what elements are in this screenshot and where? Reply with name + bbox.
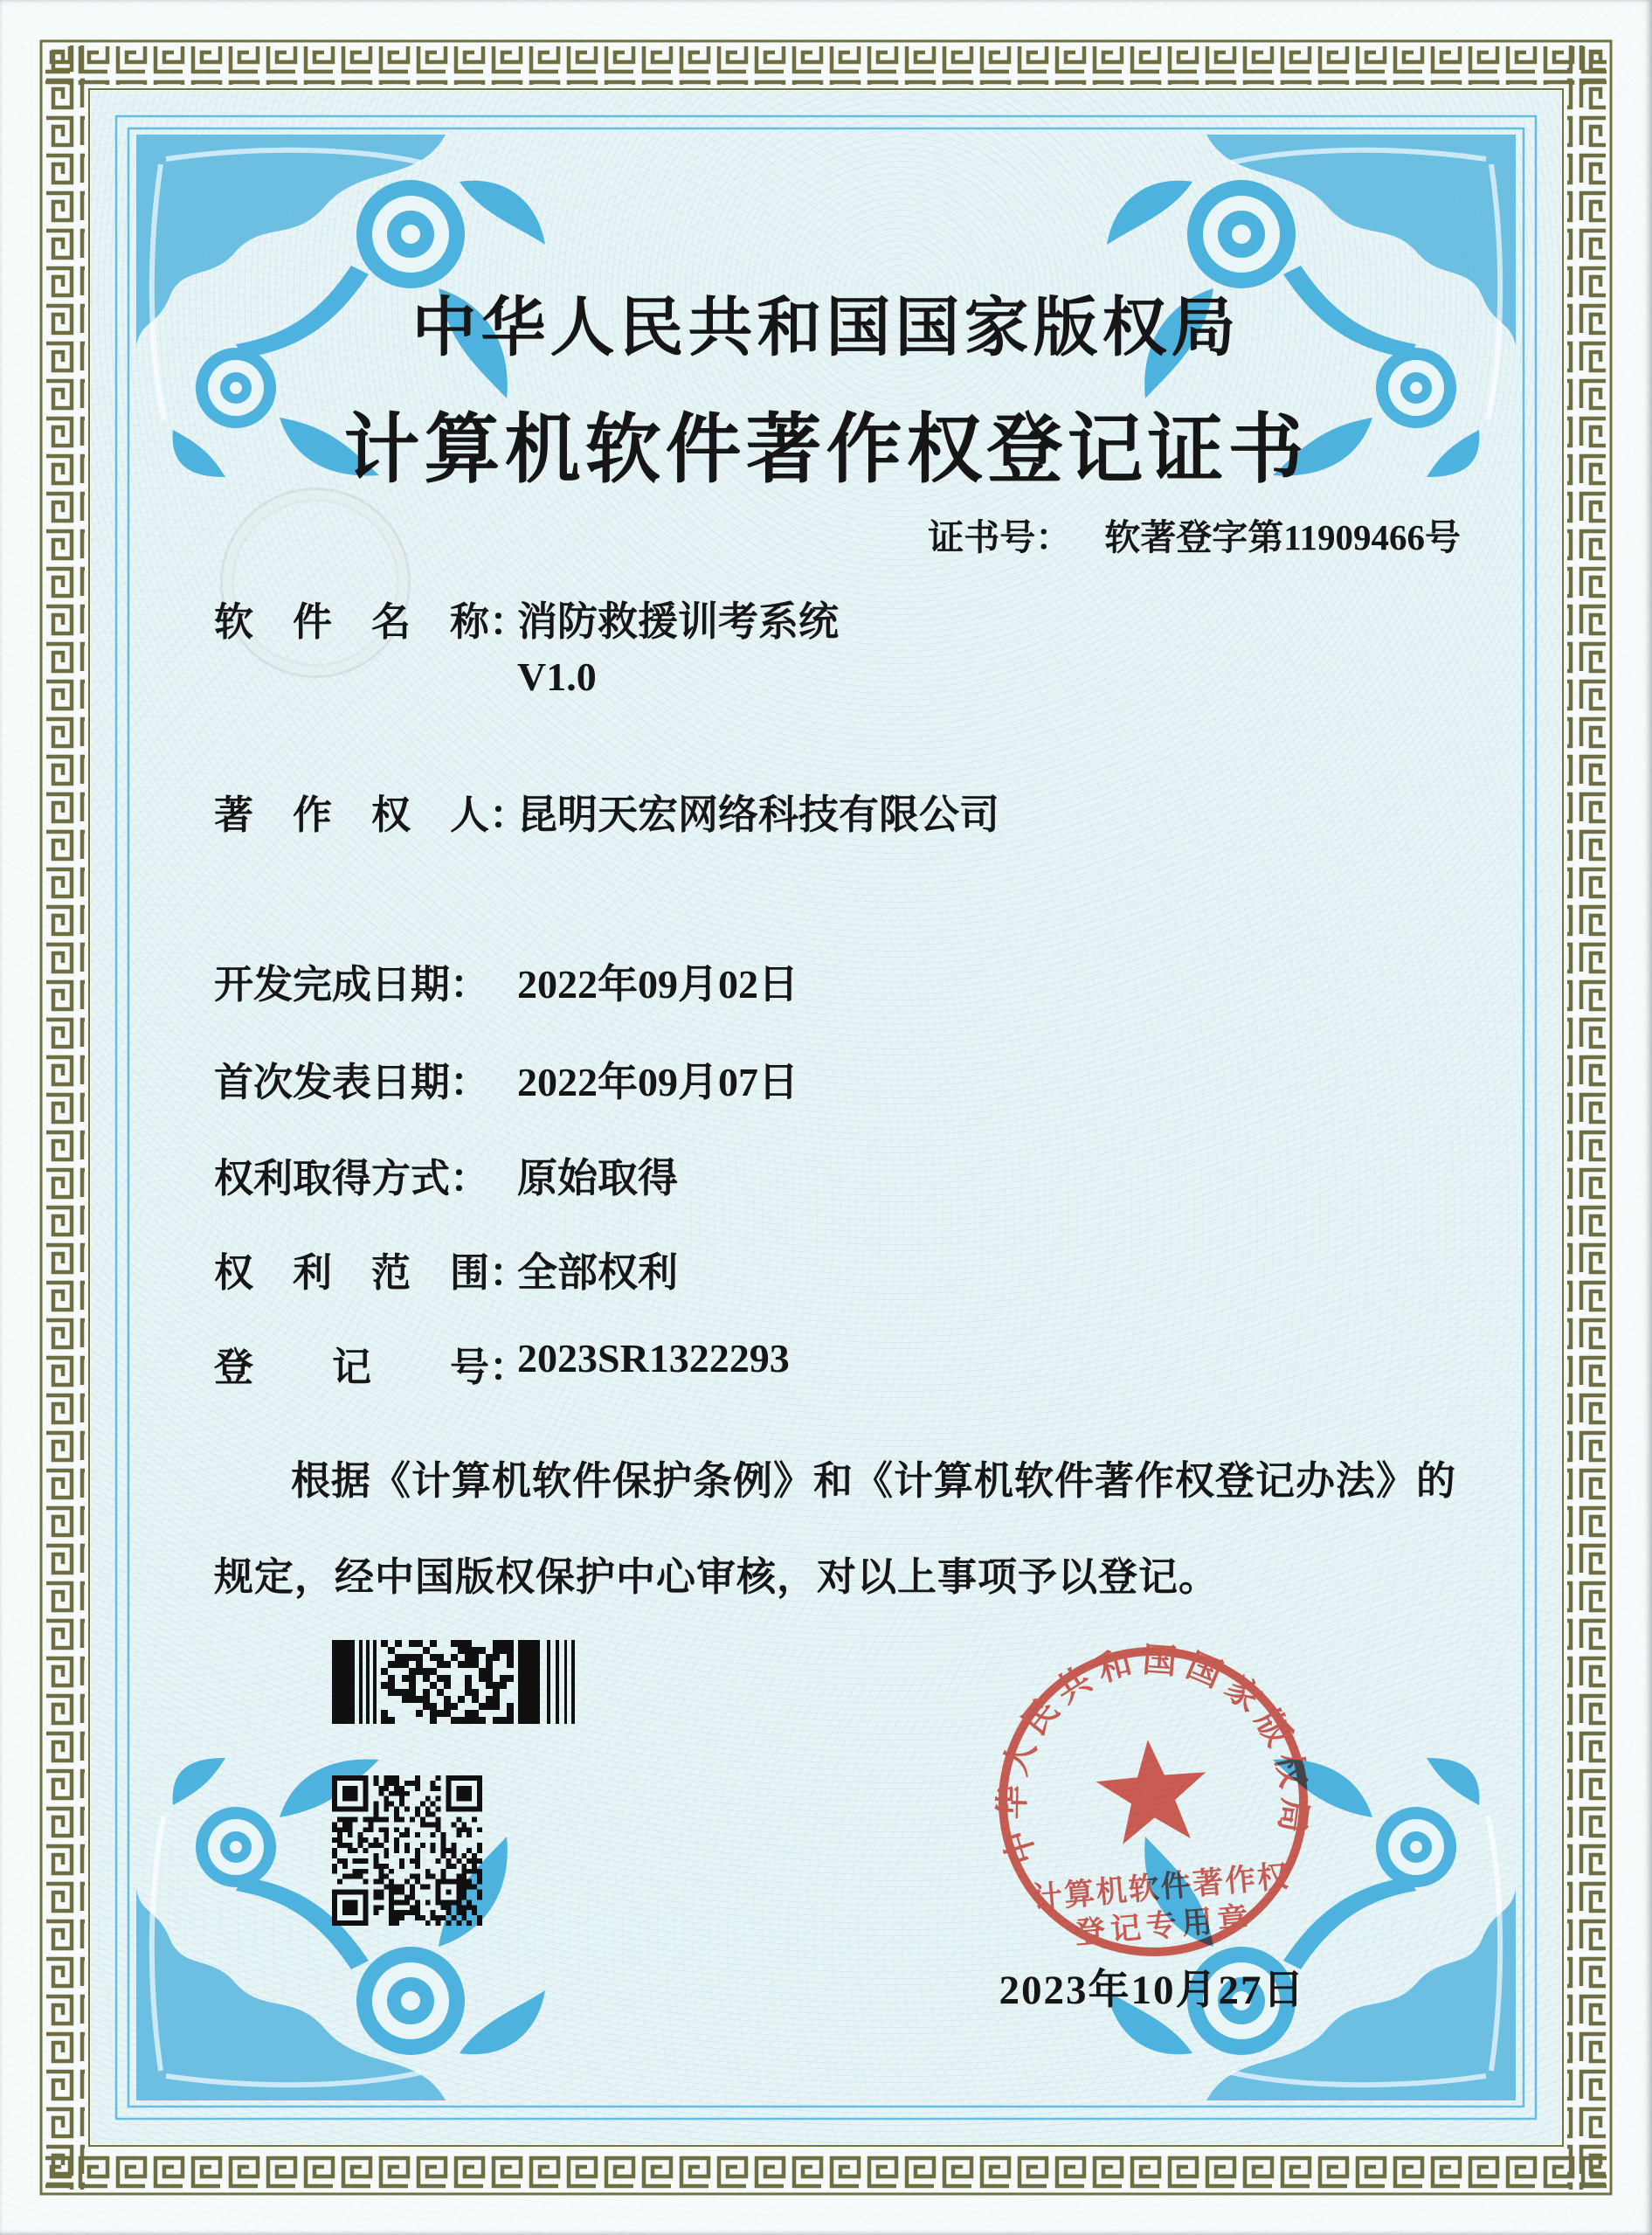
embossed-seal-watermark <box>220 488 411 678</box>
copyright-owner-value: 昆明天宏网络科技有限公司 <box>517 792 999 837</box>
rights-acquire-label: 权利取得方式： <box>214 1155 490 1201</box>
statement-line-2: 规定，经中国版权保护中心审核，对以上事项予以登记。 <box>214 1555 1220 1599</box>
software-version-value: V1.0 <box>517 654 597 699</box>
registration-statement <box>214 1433 1483 1625</box>
seal-line-2: 登记专用章 <box>1073 1900 1255 1951</box>
frame-meander-top <box>45 46 1607 85</box>
dev-complete-date-value: 2022年09月02日 <box>517 962 798 1007</box>
first-publish-date-value: 2022年09月07日 <box>517 1060 798 1104</box>
qr-code <box>332 1775 482 1926</box>
rights-scope-value: 全部权利 <box>517 1250 678 1295</box>
software-name-label: 软 件 名 称： <box>214 599 529 645</box>
first-publish-date-label: 首次发表日期： <box>214 1059 490 1105</box>
certificate-number-value: 软著登字第11909466号 <box>1104 517 1461 557</box>
certificate-number-label: 证书号： <box>928 517 1072 557</box>
registration-number-label: 登 记 号： <box>214 1344 529 1390</box>
seal-star-icon <box>1093 1735 1212 1846</box>
certificate-title: 计算机软件著作权登记证书 <box>343 407 1309 492</box>
barcode <box>332 1640 581 1724</box>
issue-date: 2023年10月27日 <box>999 1968 1306 2013</box>
official-seal <box>987 1636 1319 1968</box>
copyright-owner-label: 著 作 权 人： <box>214 792 529 838</box>
frame-meander-bottom <box>45 2150 1607 2189</box>
certificate-number-row <box>928 509 1461 560</box>
seal-line-1: 计算机软件著作权 <box>1030 1858 1291 1916</box>
issuer-title: 中华人民共和国国家版权局 <box>411 293 1241 364</box>
dev-complete-date-label: 开发完成日期： <box>214 961 490 1007</box>
registration-number-value: 2023SR1322293 <box>517 1336 790 1380</box>
rights-acquire-value: 原始取得 <box>517 1156 678 1201</box>
seal-arc-text: 中华人民共和国国家版权局 <box>993 1641 1314 1869</box>
rights-scope-label: 权 利 范 围： <box>214 1249 529 1296</box>
software-name-value: 消防救援训考系统 <box>517 599 839 644</box>
statement-line-1: 根据《计算机软件保护条例》和《计算机软件著作权登记办法》的 <box>291 1459 1457 1503</box>
